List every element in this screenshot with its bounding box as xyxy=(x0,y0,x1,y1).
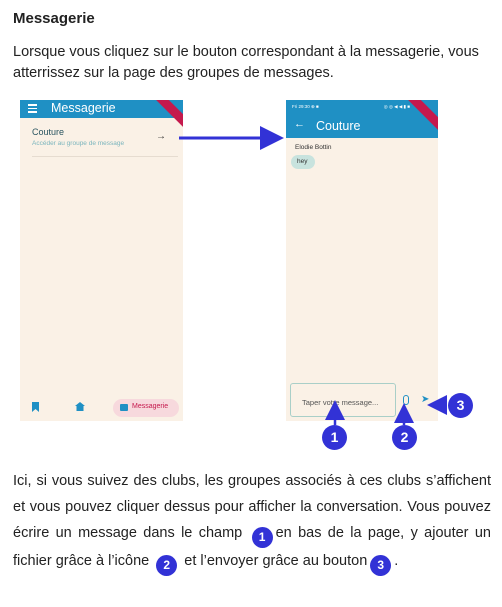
para-text-2: en bas de la page, y ajouter un fichier grâce à l’icône xyxy=(13,525,491,569)
badge-2: 2 xyxy=(392,425,417,450)
arrow-right-icon: → xyxy=(156,131,166,142)
para-text-1: Ici, si vous suivez des clubs, les groupes associés à ces clubs s’affichent et vous pouvez cliquer dessus pour afficher la conversation. Vous pouvez écrire un message dans le champ xyxy=(13,473,491,541)
app-bar-title: Messagerie xyxy=(51,101,116,115)
badge-1: 1 xyxy=(322,425,347,450)
para-text-4: . xyxy=(394,553,399,569)
message-text: hey xyxy=(297,158,308,165)
inline-badge-3: 3 xyxy=(370,555,391,576)
message-sender: Elodie Bottin xyxy=(295,144,332,151)
page-title: Messagerie xyxy=(13,10,95,27)
group-title: Couture xyxy=(32,127,65,137)
status-time: Fri 29:30 ⊕ ■ xyxy=(292,104,319,109)
para-text-3: et l’envoyer grâce au bouton xyxy=(180,553,368,569)
inline-badge-1: 1 xyxy=(252,527,273,548)
badge-3: 3 xyxy=(448,393,473,418)
status-icons: ◎ ◎ ◀ ◀ ▮ ■ xyxy=(383,104,410,109)
back-arrow-icon[interactable]: ← xyxy=(294,118,305,130)
nav-messagerie-label: Messagerie xyxy=(132,403,169,410)
group-subtitle: Accéder au groupe de message xyxy=(32,140,125,147)
intro-paragraph: Lorsque vous cliquez sur le bouton correspondant à la messagerie, vous atterrissez sur la page des groupes de messages. xyxy=(13,44,479,81)
inline-badge-2: 2 xyxy=(156,555,177,576)
message-input-placeholder: Taper votre message... xyxy=(302,398,379,407)
app-bar-title: Couture xyxy=(316,119,361,133)
send-icon[interactable]: ➤ xyxy=(421,394,430,405)
explanation-paragraph xyxy=(13,468,491,576)
